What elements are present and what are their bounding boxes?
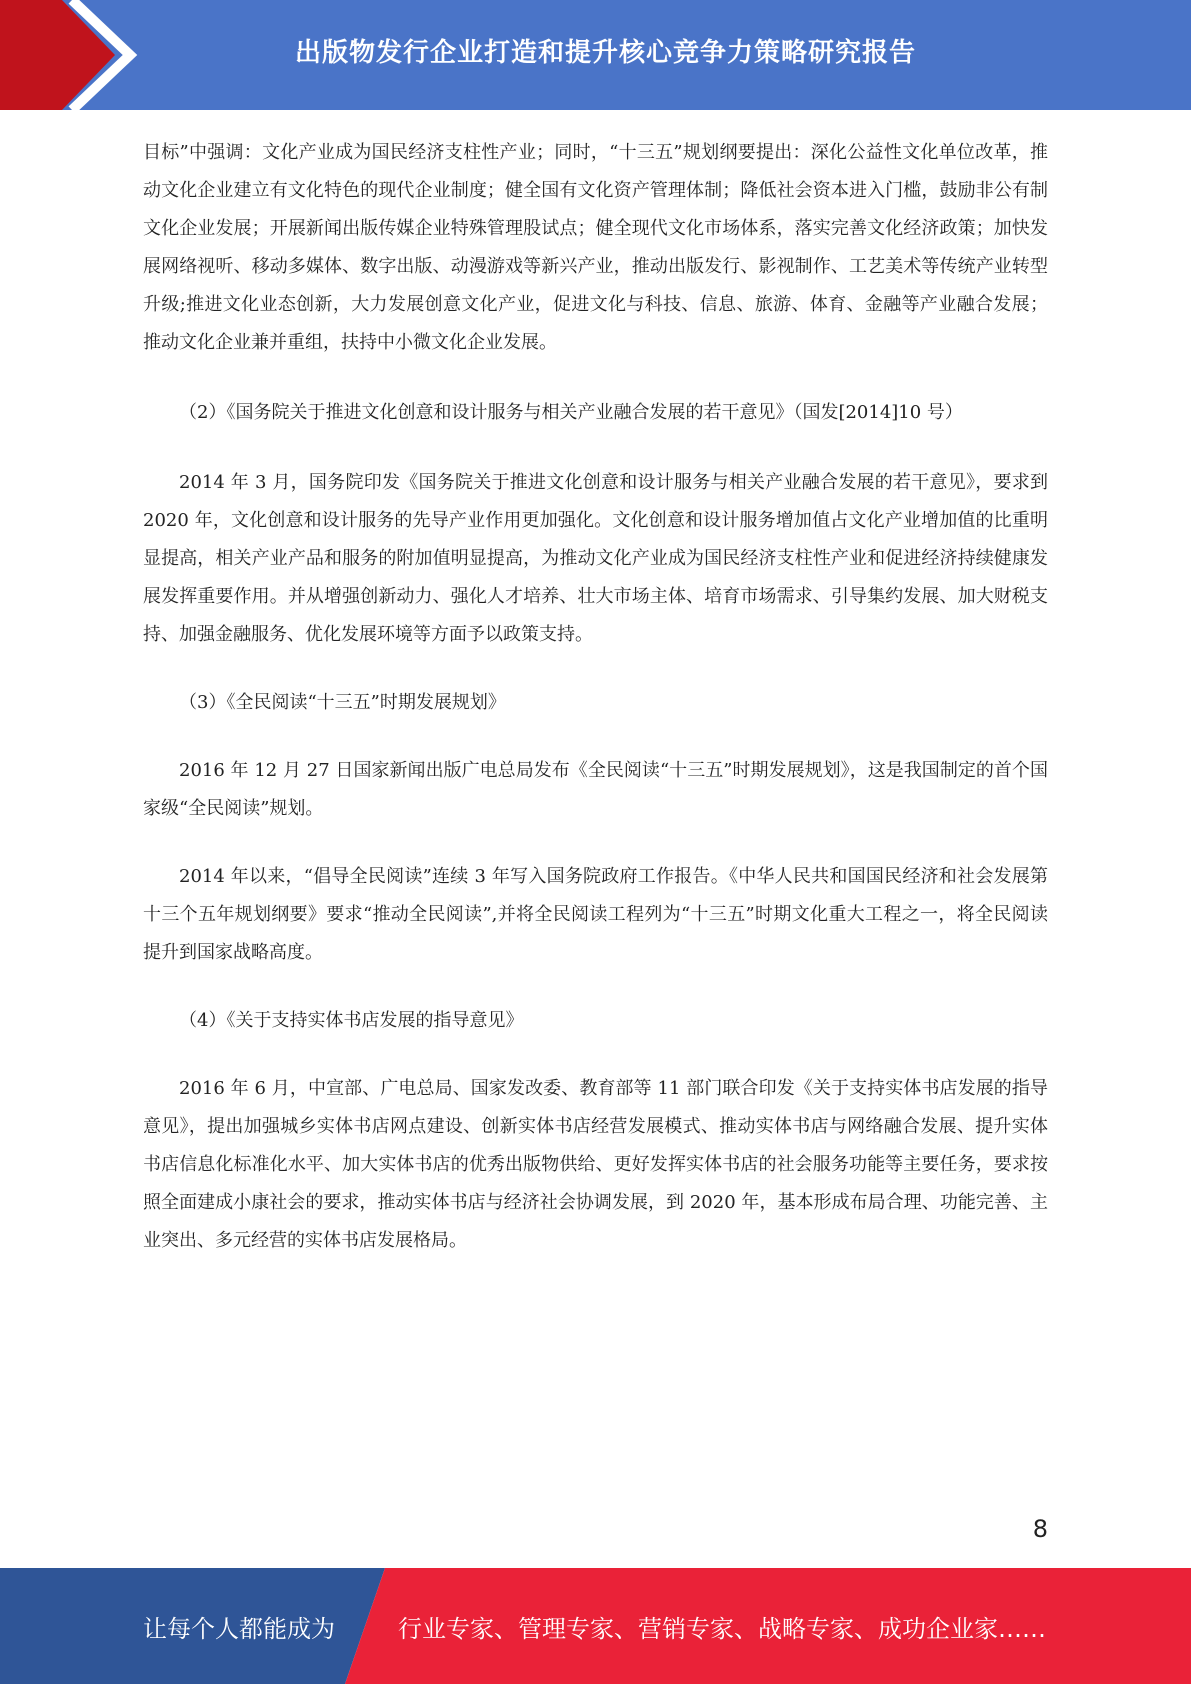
header-arrow-decoration bbox=[0, 0, 150, 110]
section-heading-3: （3）《全民阅读“十三五”时期发展规划》 bbox=[179, 692, 506, 713]
page-number: 8 bbox=[1032, 1515, 1048, 1543]
paragraph-3: 2016 年 12 月 27 日国家新闻出版广电总局发布《全民阅读“十三五”时期发展规划》，这是我国制定的首个国家级“全民阅读”规划。 bbox=[143, 760, 1048, 819]
footer-slogan-right: 行业专家、管理专家、营销专家、战略专家、成功企业家…… bbox=[398, 1614, 1046, 1643]
paragraph-5: 2016 年 6 月，中宣部、广电总局、国家发改委、教育部等 11 部门联合印发《关于支持实体书店发展的指导意见》，提出加强城乡实体书店网点建设、创新实体书店经营发展模式、推动实体书店与网络融合发展、提升实体书店信息化标准化水平、加大实体书店的优秀出版物供给、更好发挥实体书店的社会服务功能等主要任务，要求按照全面建成小康社会的要求，推动实体书店与经济社会协调发展，到 2020 年，基本形成布局合理、功能完善、主业突出、多元经营的实体书店发展格局。 bbox=[143, 1078, 1048, 1251]
document-body bbox=[143, 134, 1048, 1260]
paragraph-1: 目标”中强调：文化产业成为国民经济支柱性产业；同时，“十三五”规划纲要提出：深化公益性文化单位改革，推动文化企业建立有文化特色的现代企业制度；健全国有文化资产管理体制；降低社会资本进入门槛，鼓励非公有制文化企业发展；开展新闻出版传媒企业特殊管理股试点；健全现代文化市场体系，落实完善文化经济政策；加快发展网络视听、移动多媒体、数字出版、动漫游戏等新兴产业，推动出版发行、影视制作、工艺美术等传统产业转型升级;推进文化业态创新，大力发展创意文化产业，促进文化与科技、信息、旅游、体育、金融等产业融合发展；推动文化企业兼并重组，扶持中小微文化企业发展。 bbox=[143, 142, 1048, 353]
footer-slogan-left: 让每个人都能成为 bbox=[143, 1614, 335, 1643]
paragraph-4: 2014 年以来，“倡导全民阅读”连续 3 年写入国务院政府工作报告。《中华人民共和国国民经济和社会发展第十三个五年规划纲要》要求“推动全民阅读”,并将全民阅读工程列为“十三五”时期文化重大工程之一，将全民阅读提升到国家战略高度。 bbox=[143, 866, 1048, 963]
header-banner bbox=[0, 0, 1191, 110]
section-heading-2: （2）《国务院关于推进文化创意和设计服务与相关产业融合发展的若干意见》（国发[2014]10 号） bbox=[179, 402, 963, 423]
paragraph-2: 2014 年 3 月，国务院印发《国务院关于推进文化创意和设计服务与相关产业融合发展的若干意见》，要求到 2020 年，文化创意和设计服务的先导产业作用更加强化。文化创意和设计服务增加值占文化产业增加值的比重明显提高，相关产业产品和服务的附加值明显提高，为推动文化产业成为国民经济支柱性产业和促进经济持续健康发展发挥重要作用。并从增强创新动力、强化人才培养、壮大市场主体、培育市场需求、引导集约发展、加大财税支持、加强金融服务、优化发展环境等方面予以政策支持。 bbox=[143, 472, 1048, 645]
section-heading-4: （4）《关于支持实体书店发展的指导意见》 bbox=[179, 1010, 524, 1031]
report-title: 出版物发行企业打造和提升核心竞争力策略研究报告 bbox=[294, 37, 916, 68]
footer-banner bbox=[0, 1568, 1191, 1684]
